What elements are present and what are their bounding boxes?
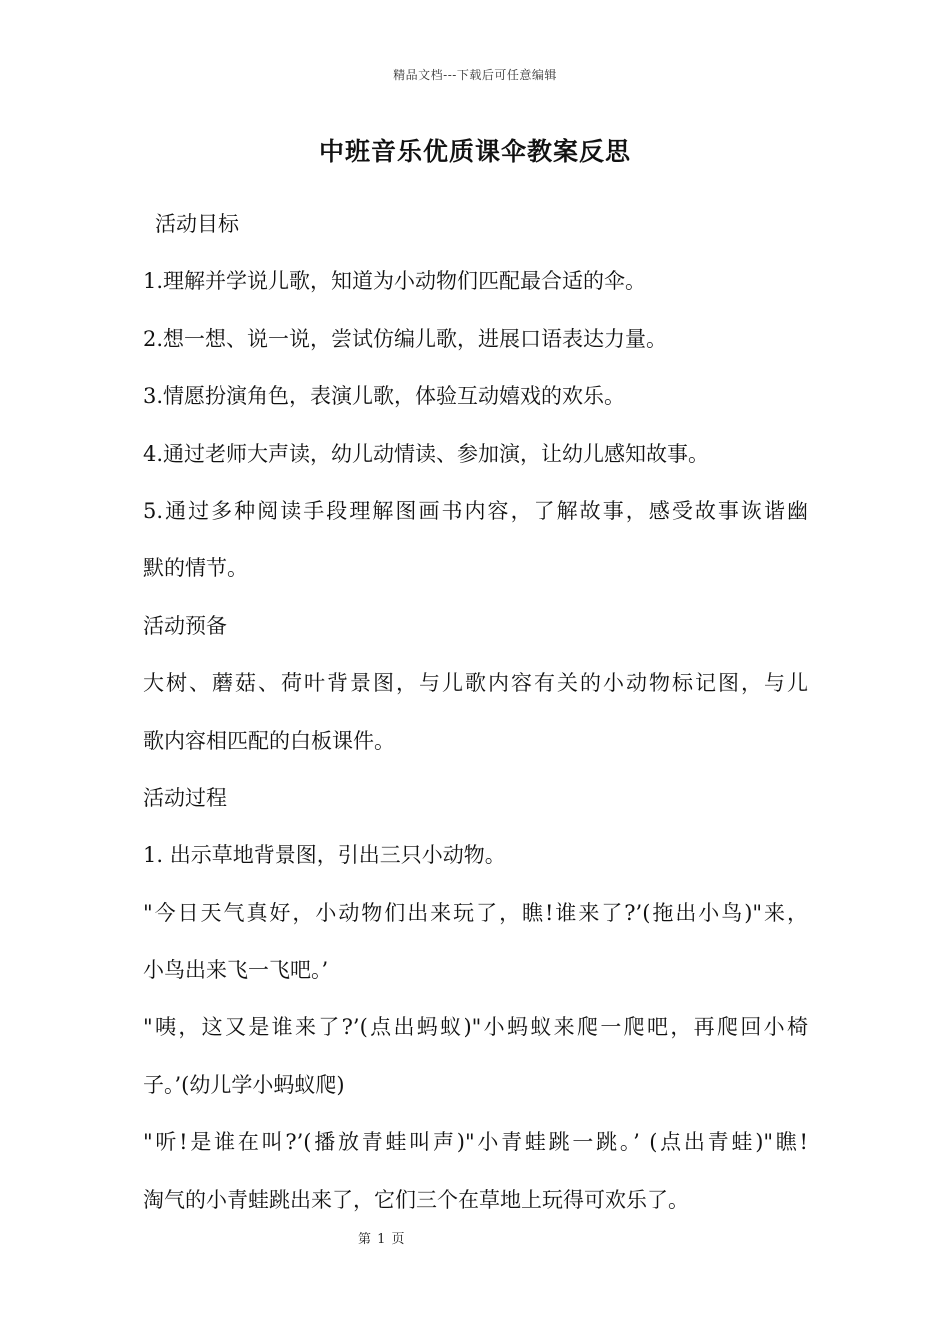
- paragraph-line: "今日天气真好，小动物们出来玩了，瞧!谁来了?’(拖出小鸟)"来，: [143, 900, 808, 925]
- section-heading-goals: 活动目标: [155, 212, 239, 236]
- document-title: 中班音乐优质课伞教案反思: [318, 137, 631, 166]
- document-body: [143, 196, 808, 1229]
- paragraph-line: 小鸟出来飞一飞吧。’: [143, 958, 329, 983]
- paragraph-line: 淘气的小青蛙跳出来了，它们三个在草地上玩得可欢乐了。: [143, 1187, 689, 1212]
- paragraph-line: 1.理解并学说儿歌，知道为小动物们匹配最合适的伞。: [143, 269, 647, 294]
- paragraph-line: "咦，这又是谁来了?’(点出蚂蚁)"小蚂蚁来爬一爬吧，再爬回小椅: [143, 1015, 808, 1040]
- page-header: 精品文档---下载后可任意编辑: [393, 68, 557, 82]
- paragraph-line: 歌内容相匹配的白板课件。: [143, 728, 395, 753]
- paragraph-line: 默的情节。: [143, 556, 248, 581]
- paragraph-line: 子。’(幼儿学小蚂蚁爬): [143, 1072, 345, 1097]
- page-number: 第 1 页: [358, 1232, 406, 1247]
- paragraph-line: 3.情愿扮演角色，表演儿歌，体验互动嬉戏的欢乐。: [143, 384, 626, 409]
- section-heading-process: 活动过程: [143, 785, 227, 810]
- paragraph-line: 4.通过老师大声读，幼儿动情读、参加演，让幼儿感知故事。: [143, 441, 710, 466]
- paragraph-line: 大树、蘑菇、荷叶背景图，与儿歌内容有关的小动物标记图，与儿: [143, 671, 808, 696]
- paragraph-line: 1. 出示草地背景图，引出三只小动物。: [143, 843, 506, 868]
- section-heading-preparation: 活动预备: [143, 613, 227, 638]
- paragraph-line: "听!是谁在叫?’(播放青蛙叫声)"小青蛙跳一跳。’ (点出青蛙)"瞧!: [143, 1130, 808, 1155]
- paragraph-line: 2.想一想、说一说，尝试仿编儿歌，进展口语表达力量。: [143, 326, 668, 351]
- paragraph-line: 5.通过多种阅读手段理解图画书内容，了解故事，感受故事诙谐幽: [143, 498, 808, 523]
